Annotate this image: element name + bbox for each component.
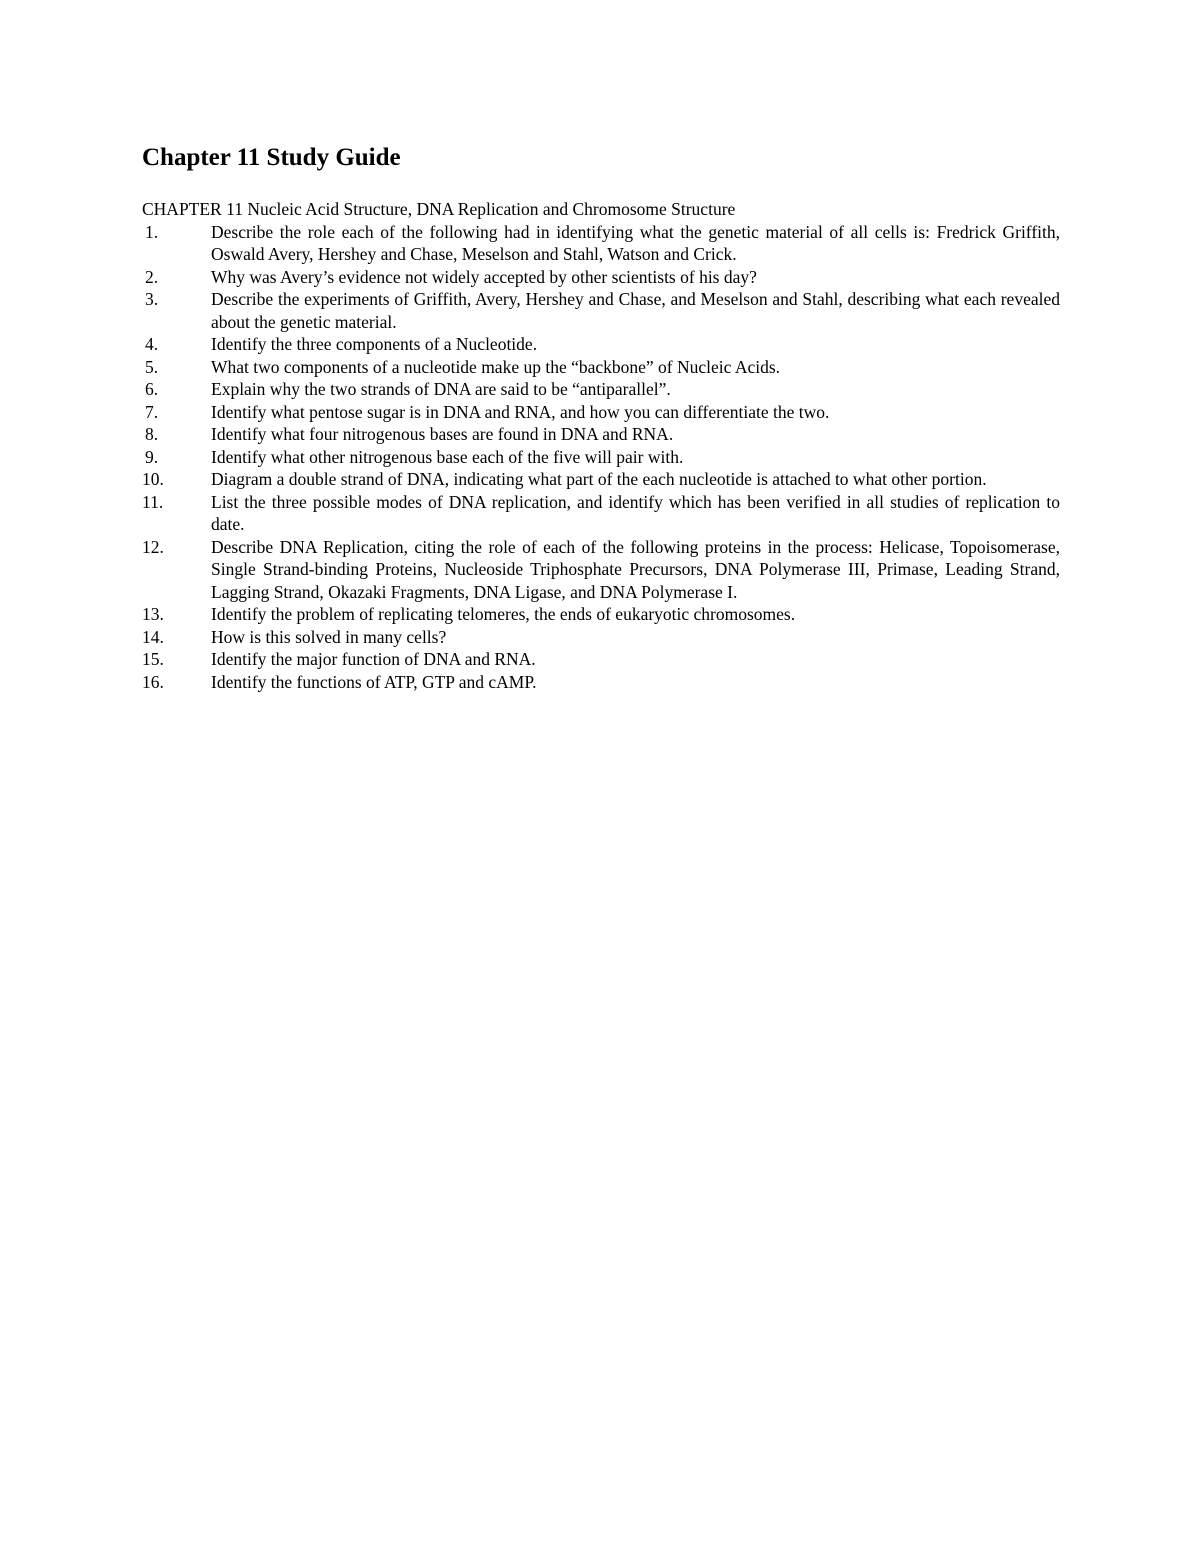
question-text: Identify the major function of DNA and RNA. bbox=[211, 649, 536, 669]
question-item bbox=[142, 648, 1060, 671]
question-text: How is this solved in many cells? bbox=[211, 626, 447, 647]
question-text: Diagram a double strand of DNA, indicating what part of the each nucleotide is attached to what other portion. bbox=[211, 469, 987, 489]
question-text: Identify what four nitrogenous bases are found in DNA and RNA. bbox=[211, 424, 674, 444]
question-number: 10. bbox=[142, 469, 164, 489]
question-text: Describe the experiments of Griffith, Avery, Hershey and Chase, and Meselson and Stahl, describing what each revealed about the genetic material. bbox=[211, 289, 1060, 332]
question-number: 1. bbox=[145, 221, 159, 242]
question-number: 5. bbox=[145, 356, 159, 377]
question-text: Identify the three components of a Nucleotide. bbox=[211, 334, 538, 354]
question-text: Describe DNA Replication, citing the role of each of the following proteins in the process: Helicase, Topoisomerase, Single Strand-binding Proteins, Nucleoside Triphosphate Precursors, DNA Polymerase III, Primase, Leading Strand, Lagging Strand, Okazaki Fragments, DNA Ligase, and DNA Polymerase I. bbox=[211, 536, 1060, 602]
question-item bbox=[142, 423, 1060, 446]
question-text: Identify the problem of replicating telomeres, the ends of eukaryotic chromosomes. bbox=[211, 604, 796, 624]
question-text: What two components of a nucleotide make up the “backbone” of Nucleic Acids. bbox=[211, 356, 781, 377]
question-text: Explain why the two strands of DNA are said to be “antiparallel”. bbox=[211, 379, 671, 399]
question-item bbox=[142, 671, 1060, 694]
question-text: Identify what other nitrogenous base each of the five will pair with. bbox=[211, 446, 684, 467]
question-number: 14. bbox=[142, 626, 164, 647]
question-item bbox=[142, 266, 1060, 289]
question-number: 16. bbox=[142, 671, 164, 692]
question-number: 9. bbox=[145, 446, 159, 467]
question-number: 7. bbox=[145, 401, 159, 422]
question-text: Identify what pentose sugar is in DNA and RNA, and how you can differentiate the two. bbox=[211, 401, 830, 422]
question-item bbox=[142, 536, 1060, 604]
question-text: Describe the role each of the following had in identifying what the genetic material of all cells is: Fredrick Griffith, Oswald Avery, Hershey and Chase, Meselson and Stahl, Watson and Crick. bbox=[211, 221, 1060, 264]
question-item bbox=[142, 603, 1060, 626]
question-number: 6. bbox=[145, 379, 159, 399]
page-title: Chapter 11 Study Guide bbox=[142, 144, 401, 171]
question-text: Identify the functions of ATP, GTP and cAMP. bbox=[211, 671, 537, 692]
question-text: List the three possible modes of DNA replication, and identify which has been verified in all studies of replication to date. bbox=[211, 491, 1060, 534]
chapter-subtitle: CHAPTER 11 Nucleic Acid Structure, DNA Replication and Chromosome Structure bbox=[142, 199, 736, 219]
question-item bbox=[142, 446, 1060, 469]
question-item bbox=[142, 333, 1060, 356]
document-page bbox=[142, 140, 1060, 693]
question-number: 15. bbox=[142, 649, 164, 669]
question-number: 2. bbox=[145, 266, 159, 287]
question-text: Why was Avery’s evidence not widely accepted by other scientists of his day? bbox=[211, 266, 757, 287]
question-number: 3. bbox=[145, 289, 159, 309]
question-item bbox=[142, 378, 1060, 401]
question-item bbox=[142, 221, 1060, 266]
question-item bbox=[142, 626, 1060, 649]
question-number: 11. bbox=[142, 491, 164, 512]
question-list bbox=[142, 221, 1060, 694]
question-number: 12. bbox=[142, 536, 164, 557]
question-number: 8. bbox=[145, 424, 159, 444]
question-item bbox=[142, 491, 1060, 536]
question-number: 13. bbox=[142, 604, 164, 624]
question-item bbox=[142, 401, 1060, 424]
question-number: 4. bbox=[145, 334, 159, 354]
question-item bbox=[142, 356, 1060, 379]
question-item bbox=[142, 288, 1060, 333]
question-item bbox=[142, 468, 1060, 491]
